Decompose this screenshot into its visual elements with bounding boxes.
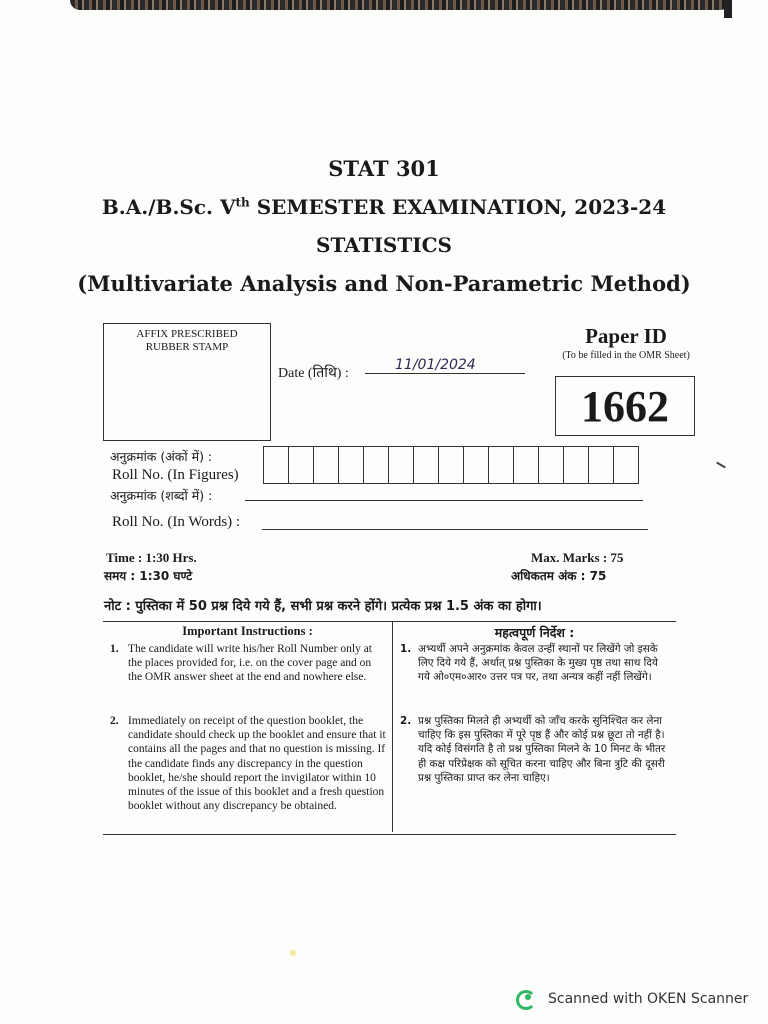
roll-words-label: Roll No. (In Words) : bbox=[112, 514, 241, 530]
roll-number-grid bbox=[264, 446, 639, 484]
paper-id-title: Paper ID bbox=[585, 324, 667, 348]
instruction-item-2: 2. Immediately on receipt of the question booklet, the candidate should check up the booklet and ensure that it contains all the pages and that no question is missing. If the candidate finds any discrepancy in the question booklet, he/she should report the invigilator within 10 minutes of the issue of this booklet and a fresh question booklet without any discrepancy be obtained. bbox=[110, 715, 386, 813]
roll-figures-hindi-label: अनुक्रमांक (अंकों में) : bbox=[110, 449, 213, 464]
exam-title: B.A./B.Sc. Vth SEMESTER EXAMINATION, 2023-24 bbox=[101, 195, 667, 219]
stamp-label-2: RUBBER STAMP bbox=[145, 341, 229, 353]
scan-speck bbox=[290, 950, 296, 956]
instructions-title-hindi: महत्वपूर्ण निर्देश : bbox=[494, 625, 575, 640]
scanner-watermark bbox=[516, 990, 748, 1008]
scanner-watermark-text: Scanned with OKEN Scanner bbox=[548, 991, 749, 1007]
instructions-bottom-rule bbox=[103, 834, 676, 835]
time-label: Time : 1:30 Hrs. bbox=[106, 550, 197, 565]
scan-top-edge bbox=[70, 0, 730, 10]
pen-mark bbox=[716, 462, 726, 469]
roll-number-cell[interactable] bbox=[538, 446, 564, 484]
instructions-divider bbox=[392, 622, 393, 832]
paper-id-note: (To be filled in the OMR Sheet) bbox=[562, 350, 690, 361]
roll-number-cell[interactable] bbox=[313, 446, 339, 484]
roll-number-cell[interactable] bbox=[463, 446, 489, 484]
roll-number-cell[interactable] bbox=[288, 446, 314, 484]
scan-corner-mark bbox=[724, 0, 732, 18]
roll-number-cell[interactable] bbox=[438, 446, 464, 484]
roll-words-hindi-line bbox=[245, 500, 643, 501]
instruction-item-hindi-1: 1. अभ्यर्थी अपने अनुक्रमांक केवल उन्हीं स्थानों पर लिखेंगे जो इसके लिए दिये गये हैं, अर्थात् प्रश्न पुस्तिका के मुख्य पृष्ठ तथा साथ दिये गये ओ०एम०आर० उत्तर पत्र पर, तथा अन्यत्र कहीं नहीं लिखेंगे। bbox=[400, 643, 658, 684]
paper-title: (Multivariate Analysis and Non-Parametric Method) bbox=[77, 271, 691, 296]
roll-number-cell[interactable] bbox=[263, 446, 289, 484]
max-marks-label: Max. Marks : 75 bbox=[531, 550, 624, 565]
roll-number-cell[interactable] bbox=[413, 446, 439, 484]
roll-number-cell[interactable] bbox=[588, 446, 614, 484]
roll-number-cell[interactable] bbox=[563, 446, 589, 484]
roll-words-line bbox=[262, 529, 648, 530]
instructions-title: Important Instructions : bbox=[182, 624, 313, 638]
roll-number-cell[interactable] bbox=[513, 446, 539, 484]
oken-scanner-logo-icon bbox=[516, 990, 538, 1008]
roll-number-cell[interactable] bbox=[388, 446, 414, 484]
time-label-hindi: समय : 1:30 घण्टे bbox=[104, 569, 193, 583]
date-field: 11/01/2024 bbox=[365, 357, 525, 374]
date-label: Date (तिथि) : bbox=[278, 366, 349, 381]
max-marks-label-hindi: अधिकतम अंक : 75 bbox=[511, 569, 607, 583]
roll-figures-label: Roll No. (In Figures) bbox=[112, 467, 239, 483]
instructions-top-rule bbox=[103, 621, 676, 622]
roll-number-cell[interactable] bbox=[613, 446, 639, 484]
exam-note: नोट : पुस्तिका में 50 प्रश्न दिये गये हैं, सभी प्रश्न करने होंगे। प्रत्येक प्रश्न 1.5 अंक का होगा। bbox=[104, 599, 542, 614]
instruction-item-1: 1. The candidate will write his/her Roll Number only at the places provided for, i.e. on the cover page and on the OMR answer sheet at the end and nowhere else. bbox=[110, 643, 372, 684]
roll-words-hindi-label: अनुक्रमांक (शब्दों में) : bbox=[110, 488, 213, 503]
roll-number-cell[interactable] bbox=[363, 446, 389, 484]
subject-title: STATISTICS bbox=[316, 233, 452, 257]
instruction-item-hindi-2: 2. प्रश्न पुस्तिका मिलते ही अभ्यर्थी को जाँच करके सुनिश्चित कर लेना चाहिए कि इस पुस्तिका में पूरे पृष्ठ हैं और कोई प्रश्न छूटा तो नहीं है। यदि कोई विसंगति है तो प्रश्न पुस्तिका मिलने के 10 मिनट के भीतर ही कक्ष परिप्रेक्षक को सूचित करना चाहिए और बिना त्रुटि की दूसरी प्रश्न पुस्तिका प्राप्त कर लेना चाहिए। bbox=[400, 715, 666, 784]
roll-number-cell[interactable] bbox=[338, 446, 364, 484]
stamp-label-1: AFFIX PRESCRIBED bbox=[136, 328, 238, 340]
course-code: STAT 301 bbox=[328, 156, 440, 181]
roll-number-cell[interactable] bbox=[488, 446, 514, 484]
rubber-stamp-box bbox=[103, 323, 271, 441]
paper-id-value: 1662 bbox=[555, 376, 695, 436]
